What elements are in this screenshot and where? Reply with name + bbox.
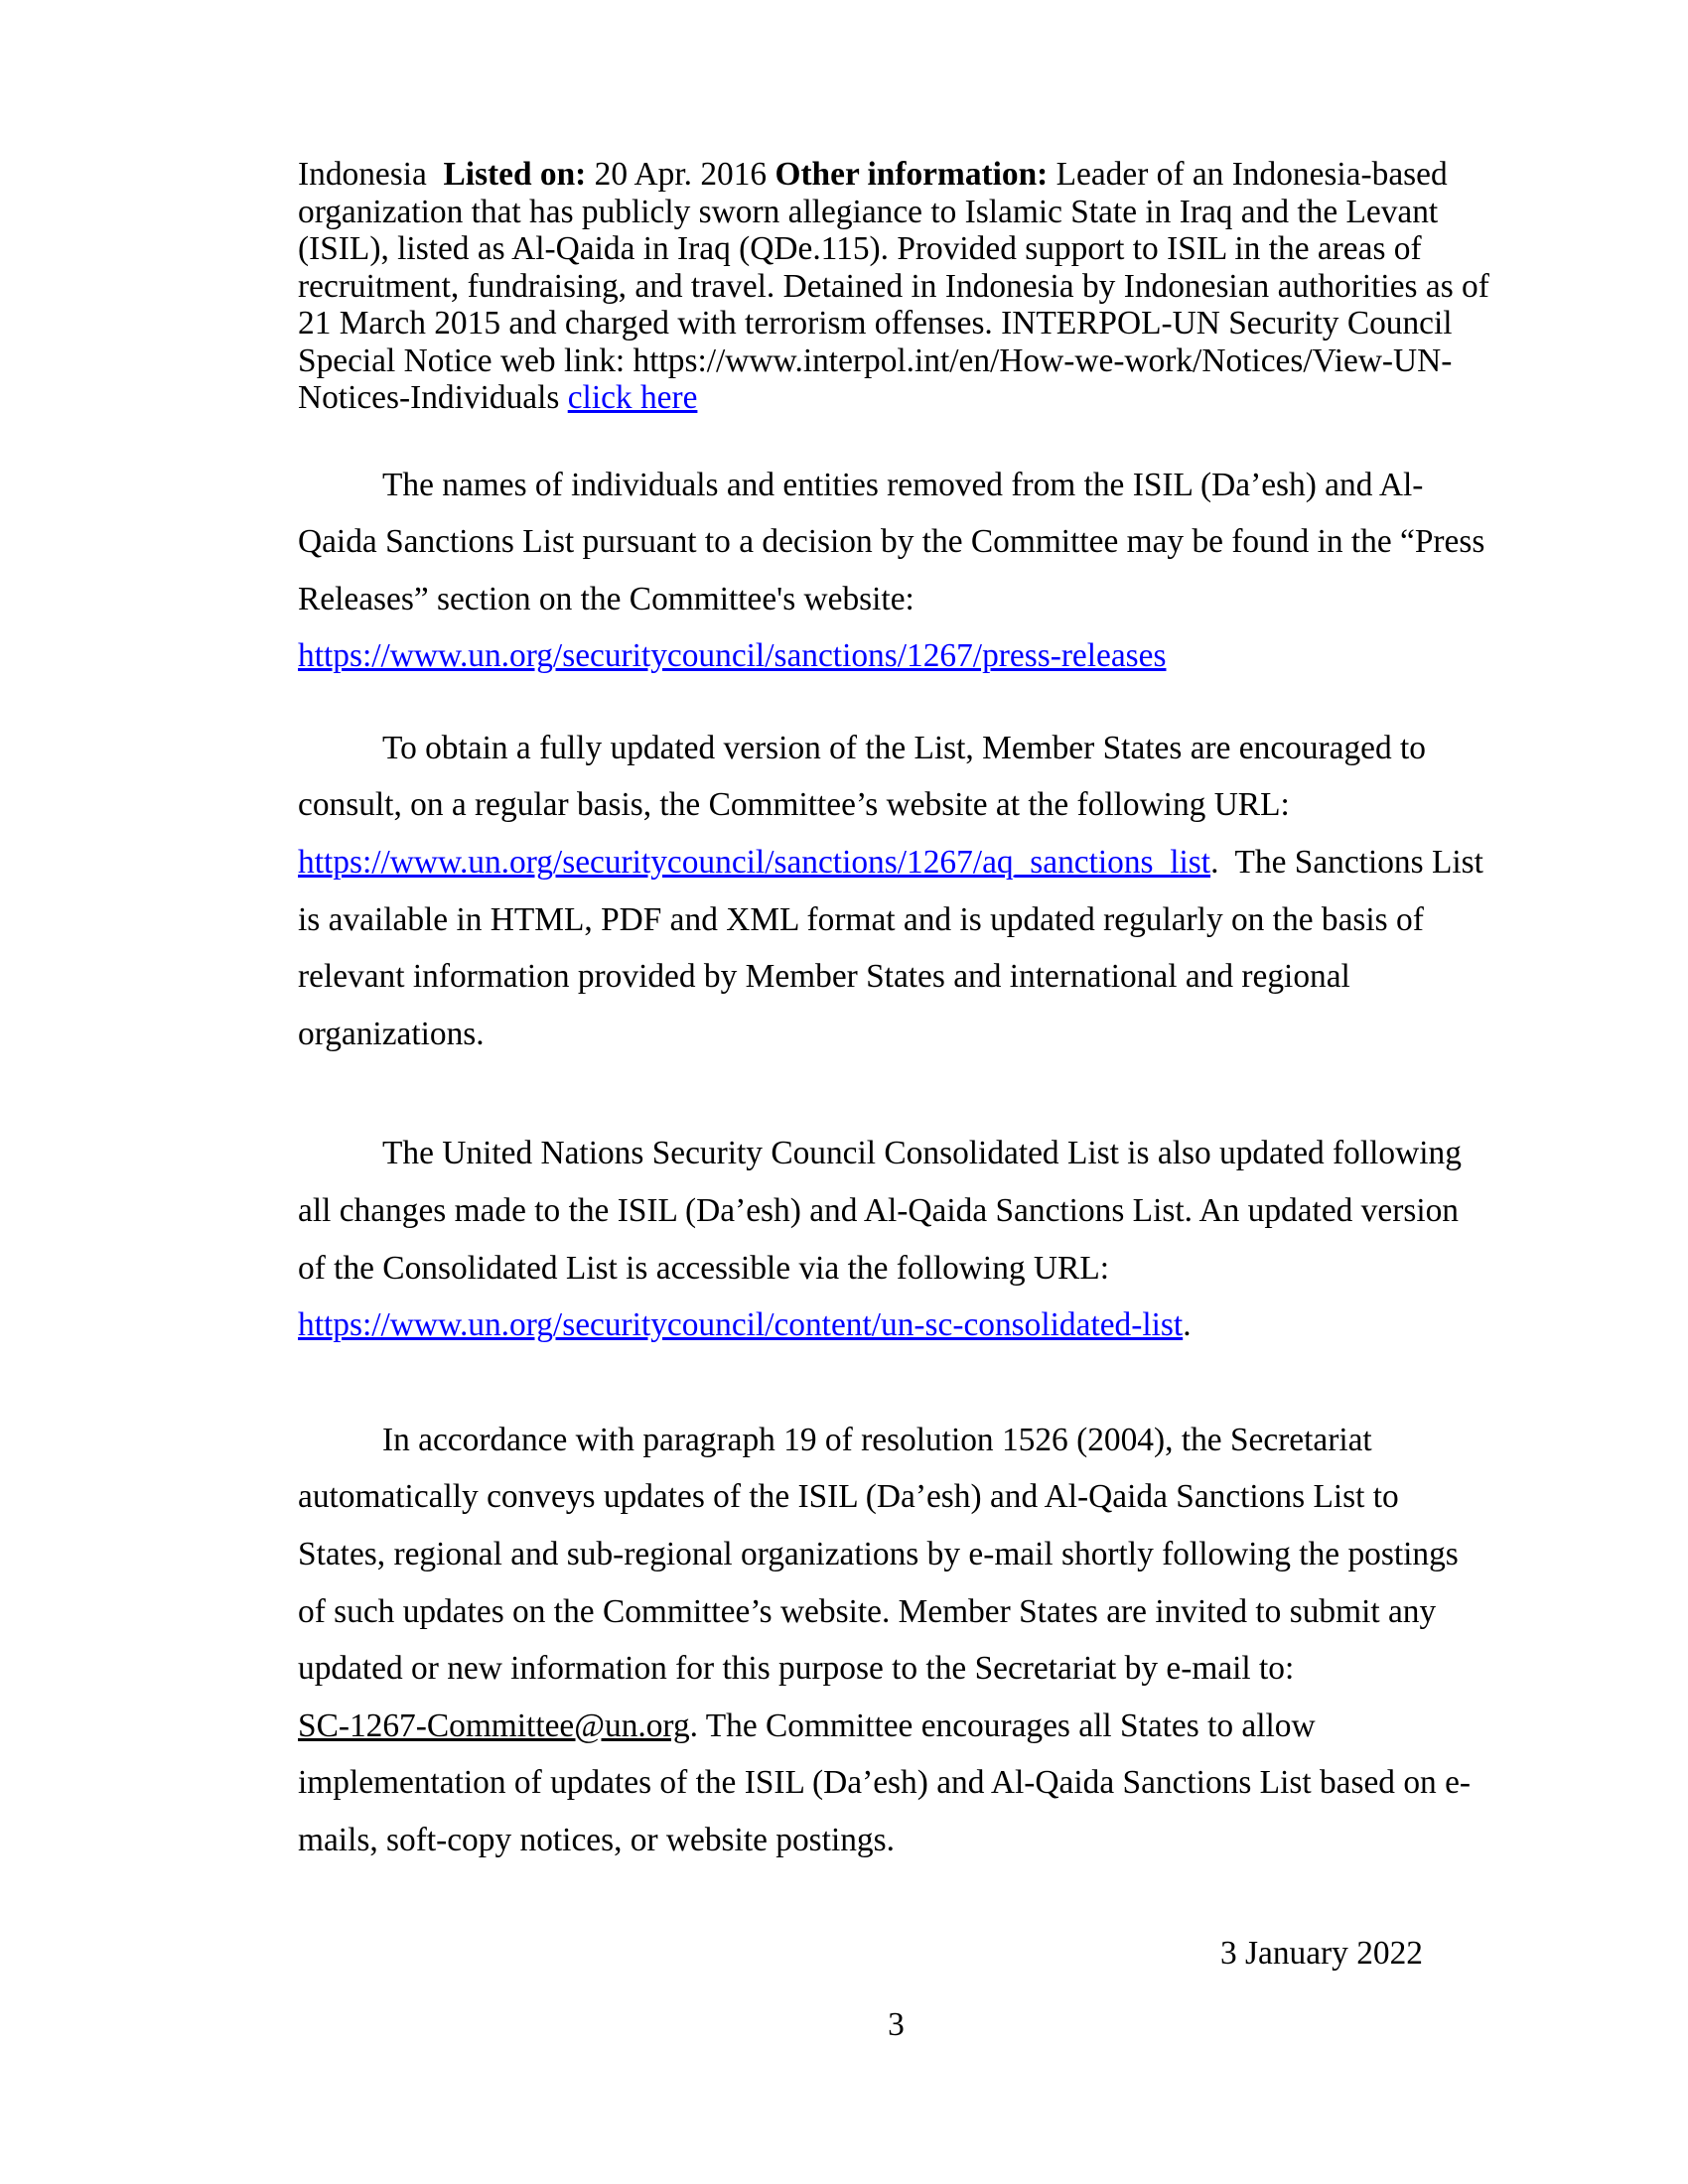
text-line [298, 1182, 1494, 1240]
consolidated-list-link[interactable]: https://www.un.org/securitycouncil/content/un-sc-consolidated-list [298, 1306, 1184, 1344]
text-line [298, 457, 1494, 514]
text-line [298, 1640, 1494, 1698]
text-line [298, 1412, 1494, 1469]
text-line [298, 891, 1494, 949]
text-line [298, 1583, 1494, 1641]
text-line [298, 379, 1494, 417]
committee-email-link[interactable]: SC-1267-Committee@un.org [298, 1706, 690, 1744]
text-run: is available in HTML, PDF and XML format and is updated regularly on the basis of [298, 900, 1424, 938]
click-here-link[interactable]: click here [567, 379, 698, 416]
bold-label: Other information: [774, 156, 1049, 193]
text-run: of such updates on the Committee’s website. Member States are invited to submit any [298, 1592, 1437, 1630]
updated-list-paragraph [298, 720, 1494, 1063]
text-run: States, regional and sub-regional organizations by e-mail shortly following the postings [298, 1536, 1459, 1572]
paragraphs [298, 156, 1494, 1869]
text-line [298, 1812, 1494, 1869]
text-run: In accordance with paragraph 19 of resolution 1526 (2004), the Secretariat [382, 1421, 1372, 1458]
text-line [298, 156, 1494, 194]
text-line [298, 1698, 1494, 1755]
text-run: 21 March 2015 and charged with terrorism offenses. INTERPOL-UN Security Council [298, 305, 1453, 341]
text-line [298, 627, 1494, 685]
text-run: Notices-Individuals [298, 379, 568, 416]
text-run: organizations. [298, 1015, 485, 1052]
text-run: of the Consolidated List is accessible via the following URL: [298, 1249, 1109, 1287]
text-line [298, 305, 1494, 342]
text-run: (ISIL), listed as Al-Qaida in Iraq (QDe.115). Provided support to ISIL in the areas of [298, 230, 1422, 267]
text-run: Special Notice web link: https://www.interpol.int/en/How-we-work/Notices/View-UN- [298, 341, 1453, 379]
text-line [298, 1125, 1494, 1182]
text-run: To obtain a fully updated version of the List, Member States are encouraged to [382, 729, 1427, 766]
text-run: . The Committee encourages all States to allow [689, 1706, 1316, 1744]
text-run: relevant information provided by Member States and international and regional [298, 958, 1350, 996]
consolidated-list-paragraph [298, 1125, 1494, 1353]
text-line [298, 194, 1494, 231]
text-run: all changes made to the ISIL (Da’esh) and Al-Qaida Sanctions List. An updated version [298, 1192, 1459, 1230]
text-line [298, 268, 1494, 306]
text-line [298, 776, 1494, 834]
text-line [298, 513, 1494, 571]
text-line [298, 571, 1494, 628]
text-run: updated or new information for this purpose to the Secretariat by e-mail to: [298, 1650, 1295, 1688]
page-number: 3 [888, 2006, 905, 2044]
text-run: consult, on a regular basis, the Committee’s website at the following URL: [298, 786, 1290, 824]
listing-entry-paragraph [298, 156, 1494, 417]
text-line [298, 1006, 1494, 1063]
text-line [298, 948, 1494, 1006]
secretariat-updates-paragraph [298, 1412, 1494, 1869]
text-line [298, 720, 1494, 777]
text-run: The United Nations Security Council Consolidated List is also updated following [382, 1135, 1462, 1172]
text-run: Qaida Sanctions List pursuant to a decision by the Committee may be found in the “Press [298, 523, 1485, 561]
text-run: . [1183, 1306, 1192, 1344]
text-run: 20 Apr. 2016 [586, 156, 775, 193]
text-run: mails, soft-copy notices, or website postings. [298, 1821, 895, 1858]
press-releases-link[interactable]: https://www.un.org/securitycouncil/sanctions/1267/press-releases [298, 637, 1167, 675]
text-run: recruitment, fundraising, and travel. Detained in Indonesia by Indonesian authorities as of [298, 267, 1489, 305]
document-content [298, 156, 1494, 2044]
text-run: organization that has publicly sworn allegiance to Islamic State in Iraq and the Levant [298, 193, 1439, 230]
bold-label: Listed on: [443, 156, 587, 193]
text-run: Releases” section on the Committee's website: [298, 580, 914, 617]
text-run: Indonesia [298, 156, 444, 193]
text-line [298, 342, 1494, 380]
text-line [298, 1526, 1494, 1583]
text-line [298, 834, 1494, 891]
press-releases-paragraph [298, 457, 1494, 685]
text-line [298, 230, 1494, 268]
text-run: automatically conveys updates of the ISIL (Da’esh) and Al-Qaida Sanctions List to [298, 1478, 1399, 1516]
text-line [298, 1754, 1494, 1812]
text-run: The names of individuals and entities removed from the ISIL (Da’esh) and Al- [382, 466, 1424, 503]
text-run: . The Sanctions List [1210, 844, 1483, 882]
date-line: 3 January 2022 [1219, 1934, 1423, 1972]
text-run: Leader of an Indonesia-based [1048, 156, 1448, 193]
text-line [298, 1240, 1494, 1297]
aq-sanctions-list-link[interactable]: https://www.un.org/securitycouncil/sanctions/1267/aq_sanctions_list [298, 844, 1211, 882]
text-line [298, 1297, 1494, 1354]
text-run: implementation of updates of the ISIL (Da’esh) and Al-Qaida Sanctions List based on e- [298, 1764, 1472, 1802]
text-line [298, 1468, 1494, 1526]
